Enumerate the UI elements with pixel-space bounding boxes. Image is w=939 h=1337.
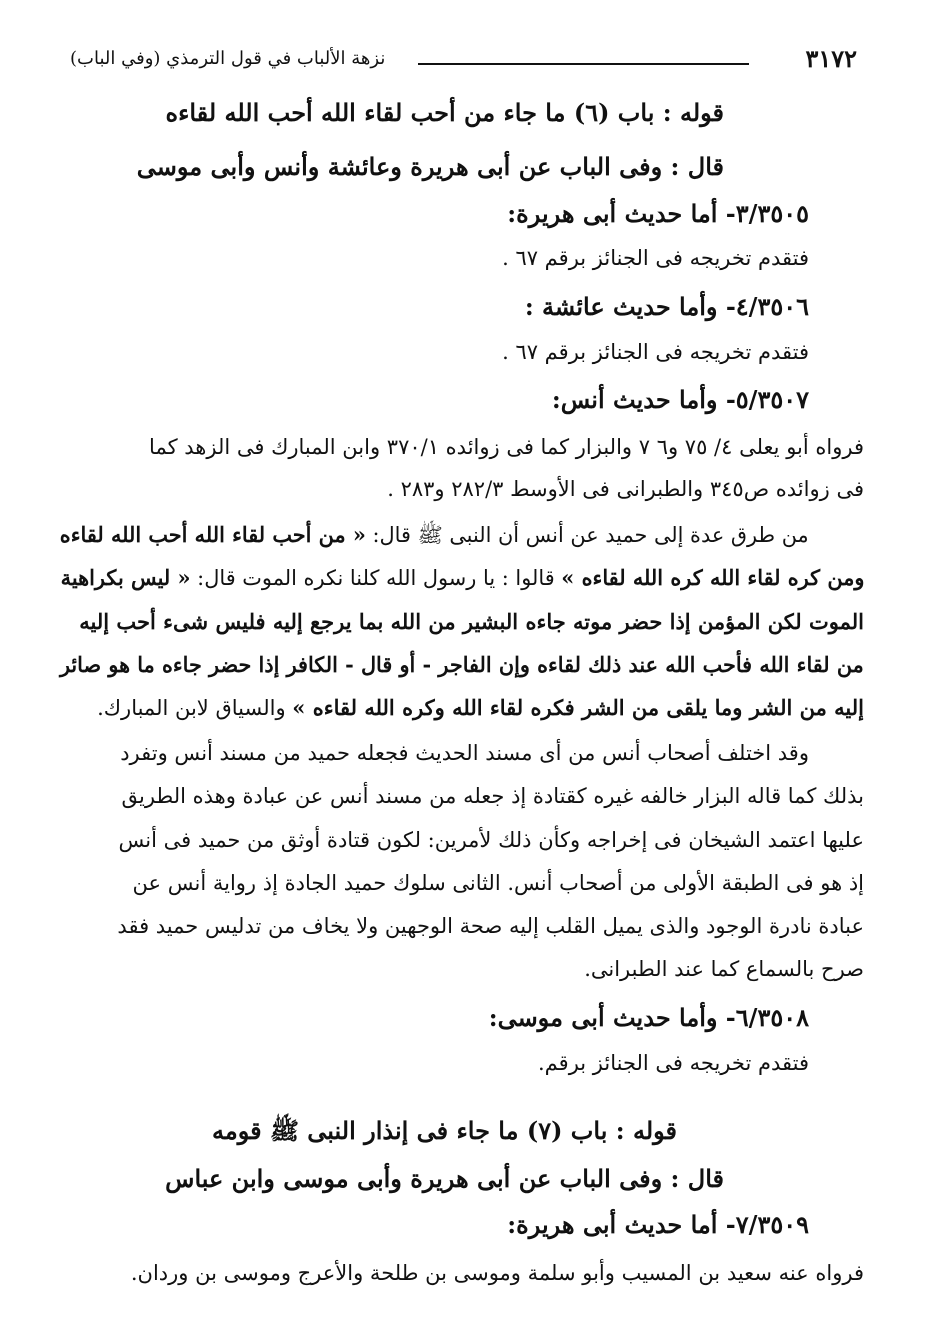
chapter-subheading: قال : وفى الباب عن أبى هريرة وأبى موسى وابن عباس: [165, 1164, 724, 1193]
hadith-text: فرواه عنه سعيد بن المسيب وأبو سلمة وموسى بن طلحة والأعرج وموسى بن وردان.: [130, 1261, 864, 1285]
hadith-title: ٦/٣٥٠٨- وأما حديث أبى موسى:: [488, 1003, 809, 1032]
text-line: وقد اختلف أصحاب أنس من أى مسند الحديث فجعله حميد من مسند أنس وتفرد: [120, 741, 809, 765]
quoted-hadith: « من أحب لقاء الله أحب الله لقاءه: [60, 522, 367, 547]
text-line: [97, 695, 864, 720]
quoted-hadith: الموت لكن المؤمن إذا حضر موته جاءه البشير من الله بما يرجع إليه فليس شىء أحب إليه: [79, 609, 864, 634]
hadith-title: ٤/٣٥٠٦- وأما حديث عائشة :: [524, 292, 809, 321]
hadith-text: فتقدم تخريجه فى الجنائز برقم ٦٧ .: [502, 340, 809, 364]
text-line: عليها اعتمد الشيخان فى إخراجه وكأن ذلك لأمرين: لكون قتادة أوثق من حميد فى أنس: [118, 828, 864, 852]
text-span: والسياق لابن المبارك.: [97, 696, 293, 720]
quoted-hadith: إليه من الشر وما يلقى من الشر فكره لقاء الله وكره الله لقاءه »: [292, 695, 864, 720]
chapter-heading: قوله : باب (٧) ما جاء فى إنذار النبى ﷺ قومه: [212, 1116, 677, 1145]
text-line: فى زوائده ص٣٤٥ والطبرانى فى الأوسط ٢٨٢/٣ و٢٨٣ .: [387, 477, 864, 501]
text-line: إذ هو فى الطبقة الأولى من أصحاب أنس. الثانى سلوك حميد الجادة إذ رواية أنس عن: [132, 871, 864, 895]
hadith-text: فتقدم تخريجه فى الجنائز برقم.: [538, 1051, 809, 1075]
quoted-hadith: من لقاء الله فأحب الله عند ذلك لقاءه وإن الفاجر - أو قال - الكافر إذا حضر جاءه ما هو صائر: [60, 652, 864, 677]
text-span: من طرق عدة إلى حميد عن أنس أن النبى ﷺ قال:: [366, 523, 809, 547]
hadith-title: ٣/٣٥٠٥- أما حديث أبى هريرة:: [507, 199, 809, 228]
chapter-heading: قوله : باب (٦) ما جاء من أحب لقاء الله أحب الله لقاءه: [165, 98, 724, 127]
running-title: نزهة الألباب في قول الترمذي (وفي الباب): [70, 48, 386, 69]
text-line: [60, 522, 809, 553]
hadith-text: فتقدم تخريجه فى الجنائز برقم ٦٧ .: [502, 246, 809, 270]
quoted-hadith: ومن كره لقاء الله كره الله لقاءه »: [560, 565, 864, 590]
text-line: عبادة نادرة الوجود والذى يميل القلب إليه صحة الوجهين ولا يخاف من تدليس حميد فقد: [117, 914, 864, 938]
text-line: بذلك كما قاله البزار خالفه غيره كقتادة إذ جعله من مسند أنس عن عبادة وهذه الطريق: [121, 784, 864, 808]
header-rule: [418, 63, 749, 65]
text-line: فرواه أبو يعلى ٤/ ٧٥ و٦ ٧ والبزار كما فى زوائده ٣٧٠/١ وابن المبارك فى الزهد كما: [149, 435, 864, 459]
text-span: قالوا : يا رسول الله كلنا نكره الموت قال:: [190, 566, 561, 590]
text-line: صرح بالسماع كما عند الطبرانى.: [584, 957, 864, 981]
chapter-subheading: قال : وفى الباب عن أبى هريرة وعائشة وأنس وأبى موسى: [136, 152, 724, 181]
quoted-hadith: « ليس بكراهية: [60, 565, 191, 590]
page-number: ٣١٧٢: [805, 44, 857, 73]
hadith-title: ٥/٣٥٠٧- وأما حديث أنس:: [551, 385, 809, 414]
text-line: [60, 565, 864, 590]
hadith-title: ٧/٣٥٠٩- أما حديث أبى هريرة:: [507, 1210, 809, 1239]
